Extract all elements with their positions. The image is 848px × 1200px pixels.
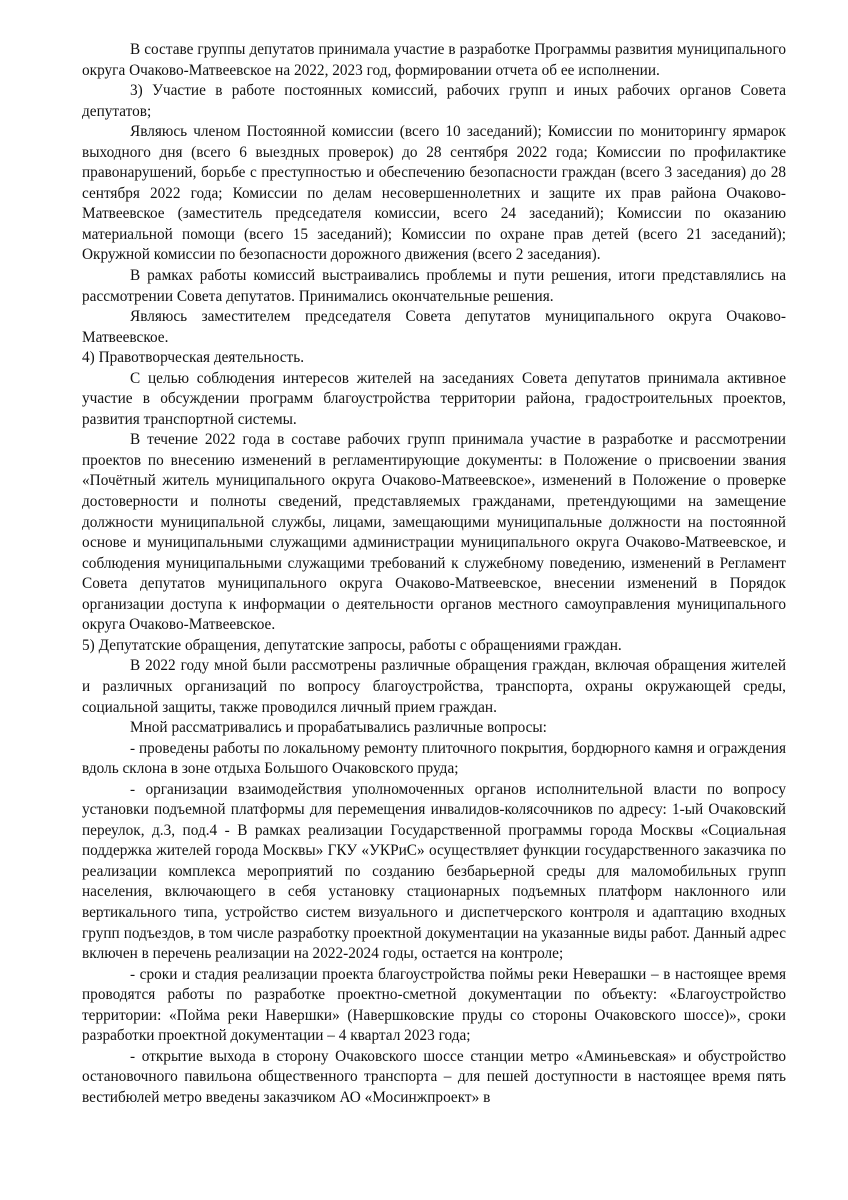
paragraph-section-4-heading: 4) Правотворческая деятельность.	[82, 349, 305, 367]
paragraph-section-5-heading: 5) Депутатские обращения, депутатские запросы, работы с обращениями граждан.	[82, 636, 622, 654]
paragraph-deputy-chair: Являюсь заместителем председателя Совета депутатов муниципального округа Очаково-Матвеевское.	[82, 308, 786, 346]
paragraph-item-pond-repair: - проведены работы по локальному ремонту плиточного покрытия, бордюрного камня и ограждения вдоль склона в зоне отдыха Большого Очаковского пруда;	[82, 739, 786, 778]
paragraph-issues-intro: Мной рассматривались и прорабатывались различные вопросы:	[130, 719, 547, 737]
paragraph-citizen-appeals: В 2022 году мной были рассмотрены различные обращения граждан, включая обращения жителей и различных организаций по вопросу благоустройства, транспорта, охраны окружающей среды, социальной защиты, также проводился личный прием граждан.	[82, 657, 786, 716]
paragraph-regulation-changes: В течение 2022 года в составе рабочих групп принимала участие в разработке и рассмотрении проектов по внесению изменений в регламентирующие документы: в Положение о присвоении звания «Почётный житель муниципального округа Очаково-Матвеевское», изменений в Положение о проверке достоверности и полноты сведений, представляемых гражданами, претендующими на замещение должности муниципальной службы, лицами, замещающими муниципальные должности на постоянной основе и муниципальными служащими администрации муниципального округа Очаково-Матвеевское, и соблюдения муниципальными служащими требований к служебному поведению, изменений в Регламент Совета депутатов муниципального округа Очаково-Матвеевское, внесении изменений в Порядок организации доступа к информации о деятельности органов местного самоуправления муниципального округа Очаково-Матвеевское.	[82, 431, 786, 634]
paragraph-item-lift-platform: - организации взаимодействия уполномоченных органов исполнительной власти по вопросу установки подъемной платформы для перемещения инвалидов-колясочников по адресу: 1-ый Очаковский переулок, д.3, под.4 - В рамках реализации Государственной программы города Москвы «Социальная поддержка жителей города Москвы» ГКУ «УКРиС» осуществляет функции государственного заказчика по реализации комплекса мероприятий по созданию безбарьерной среды для маломобильных групп населения, включающего в себя установку стационарных подъемных платформ наклонного или вертикального типа, устройство систем визуального и диспетчерского контроля и адаптацию входных групп подъездов, в том числе разработку проектной документации на указанные виды работ. Данный адрес включен в перечень реализации на 2022-2024 годы, остается на контроле;	[82, 780, 786, 963]
document-page	[82, 40, 786, 1108]
paragraph-commission-results: В рамках работы комиссий выстраивались проблемы и пути решения, итоги представлялись на рассмотрении Совета депутатов. Принимались окончательные решения.	[82, 267, 786, 305]
paragraph-commission-membership: Являюсь членом Постоянной комиссии (всего 10 заседаний); Комиссии по мониторингу ярмарок выходного дня (всего 6 выездных проверок) до 28 сентября 2022 года; Комиссии по профилактике правонарушений, борьбе с преступностью и обеспечению безопасности граждан (всего 3 заседания) до 28 сентября 2022 года; Комиссии по делам несовершеннолетних и защите их прав района Очаково-Матвеевское (заместитель председателя комиссии, всего 24 заседаний); Комиссии по оказанию материальной помощи (всего 15 заседаний); Комиссии по охране прав детей (всего 21 заседаний); Окружной комиссии по безопасности дорожного движения (всего 2 заседания).	[82, 123, 786, 264]
paragraph-resident-interests: С целью соблюдения интересов жителей на заседаниях Совета депутатов принимала активное участие в обсуждении программ благоустройства территории района, градостроительных проектов, развития транспортной системы.	[82, 369, 786, 428]
paragraph-item-river-project: - сроки и стадия реализации проекта благоустройства поймы реки Неверашки – в настоящее время проводятся работы по разработке проектно-сметной документации по объекту: «Благоустройство территории: «Пойма реки Навершки» (Навершковские пруды со стороны Очаковского шоссе)», сроки разработки проектной документации – 4 квартал 2023 года;	[82, 965, 786, 1045]
paragraph-program-participation: В составе группы депутатов принимала участие в разработке Программы развития муниципального округа Очаково-Матвеевское на 2022, 2023 год, формировании отчета об ее исполнении.	[82, 41, 786, 79]
paragraph-section-3-heading: 3) Участие в работе постоянных комиссий, рабочих групп и иных рабочих органов Совета депутатов;	[82, 82, 786, 120]
paragraph-item-metro-exit: - открытие выхода в сторону Очаковского шоссе станции метро «Аминьевская» и обустройство остановочного павильона общественного транспорта – для пешей доступности в настоящее время пять вестибюлей метро введены заказчиком АО «Мосинжпроект» в	[82, 1047, 786, 1106]
